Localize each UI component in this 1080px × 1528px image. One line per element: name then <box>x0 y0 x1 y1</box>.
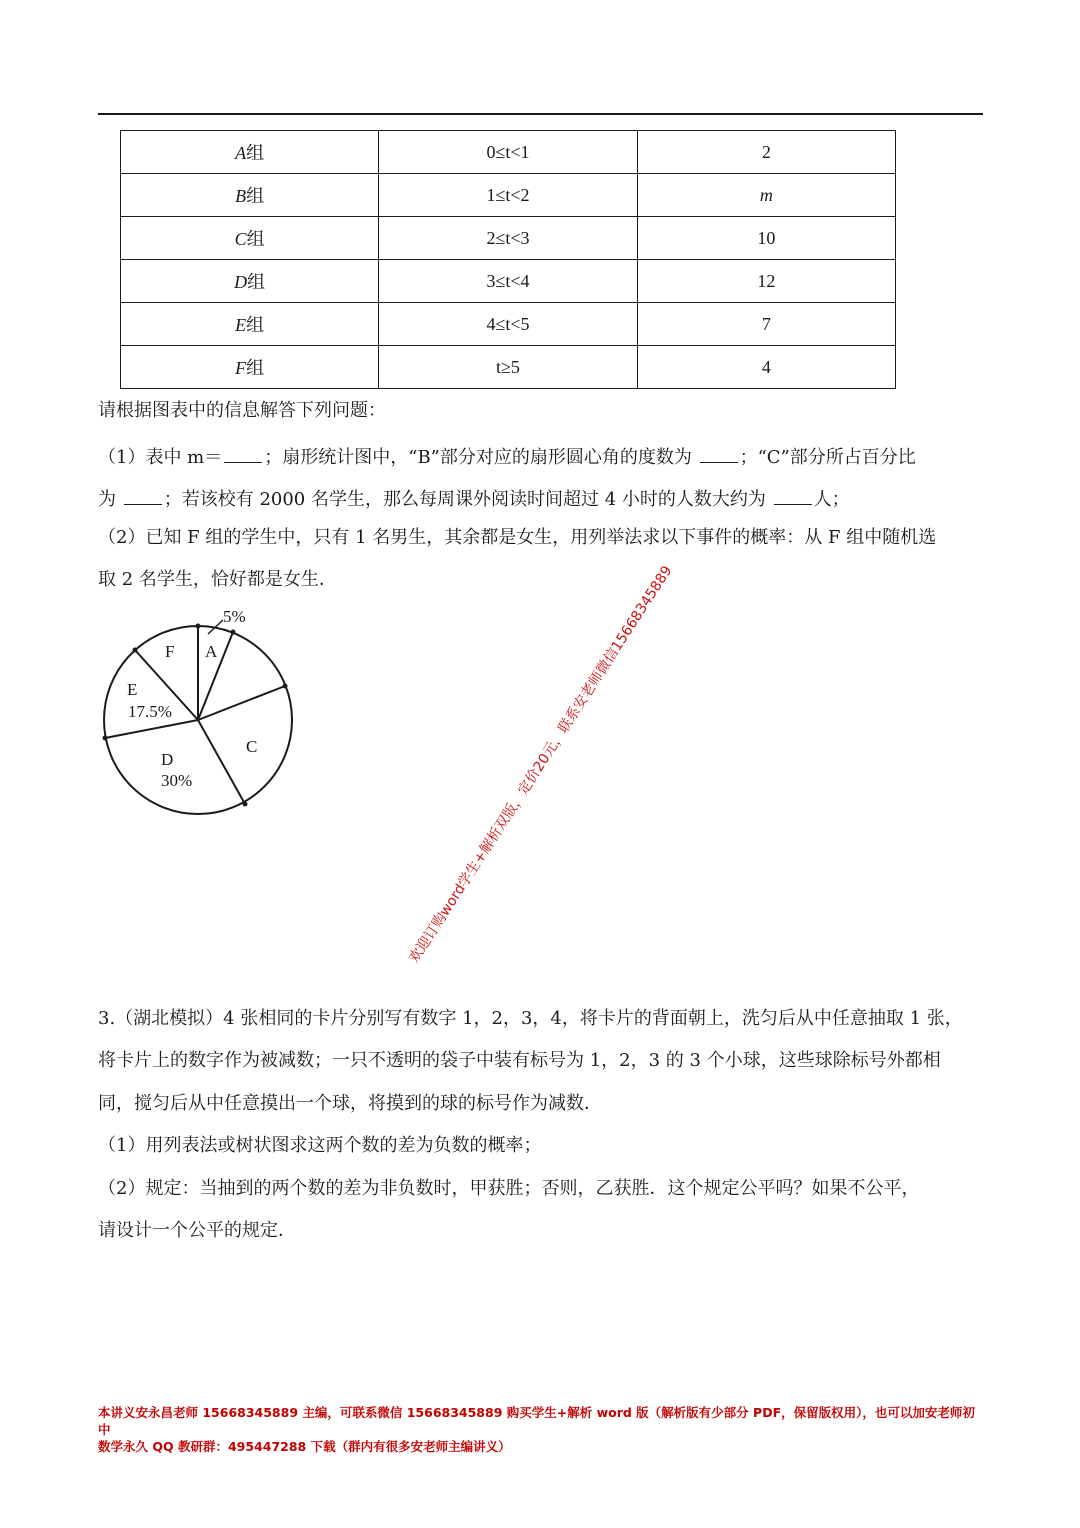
header-rule <box>98 113 983 115</box>
question3-line3: 同，搅匀后从中任意摸出一个球，将摸到的球的标号作为减数． <box>98 1093 602 1114</box>
slice-divider-b-c <box>198 686 285 720</box>
question3-part1: （1）用列表法或树状图求这两个数的差为负数的概率； <box>98 1135 542 1156</box>
slice-e-percent: 17.5% <box>128 702 172 721</box>
slice-f-label: F <box>165 642 175 661</box>
slice-divider-c-d <box>198 720 245 804</box>
question2-part2-line1: （2）已知 F 组的学生中，只有 1 名男生，其余都是女生，用列举法求以下事件的概率：从 F 组中随机选 <box>98 527 937 548</box>
slice-divider-d-e <box>105 720 198 738</box>
time-range-cell: t≥5 <box>379 346 637 389</box>
time-range-cell: 1≤t<2 <box>379 174 637 217</box>
watermark: 欢迎订购word学生+解析双版，定价20元，联系安老师微信15668345889 <box>406 563 676 966</box>
time-range-cell: 0≤t<1 <box>379 131 637 174</box>
table-row <box>121 303 896 346</box>
group-name-cell: C组 <box>121 217 379 260</box>
table-row <box>121 260 896 303</box>
vertex-dot <box>283 684 288 689</box>
question3-line1: 3.（湖北模拟）4 张相同的卡片分别写有数字 1，2，3，4，将卡片的背面朝上，洗匀后从中任意抽取 1 张， <box>98 1008 963 1029</box>
pie-chart <box>95 600 305 815</box>
question2-intro: 请根据图表中的信息解答下列问题： <box>98 400 386 421</box>
time-range-cell: 4≤t<5 <box>379 303 637 346</box>
slice-a-percent: 5% <box>223 607 246 626</box>
table-row <box>121 217 896 260</box>
answer-blank <box>124 486 162 505</box>
count-cell: 2 <box>637 131 895 174</box>
question2-part1-line2: 为 ；若该校有 2000 名学生，那么每周课外阅读时间超过 4 小时的人数大约为 人； <box>98 486 850 509</box>
question2-part1-line1: （1）表中 m＝ ；扇形统计图中，“B”部分对应的扇形圆心角的度数为 ；“C”部分所占百分比 <box>98 444 916 467</box>
count-cell: m <box>637 174 895 217</box>
answer-blank <box>700 444 738 463</box>
vertex-dot <box>103 736 108 741</box>
group-name-cell: B组 <box>121 174 379 217</box>
time-range-cell: 2≤t<3 <box>379 217 637 260</box>
vertex-dot <box>196 624 201 629</box>
vertex-dot <box>231 630 236 635</box>
table-row <box>121 131 896 174</box>
count-cell: 7 <box>637 303 895 346</box>
count-cell: 12 <box>637 260 895 303</box>
slice-c-label: C <box>246 737 258 756</box>
vertex-dot <box>243 802 248 807</box>
question3-line2: 将卡片上的数字作为被减数；一只不透明的袋子中装有标号为 1，2，3 的 3 个小球，这些球除标号外都相 <box>98 1050 941 1071</box>
footer-line-2: 数学永久 QQ 教研群：495447288 下载（群内有很多安老师主编讲义） <box>98 1439 511 1454</box>
count-cell: 4 <box>637 346 895 389</box>
slice-a-label: A <box>205 642 218 661</box>
count-cell: 10 <box>637 217 895 260</box>
table-row <box>121 174 896 217</box>
slice-d-percent: 30% <box>161 771 193 790</box>
question3-part2-line1: （2）规定：当抽到的两个数的差为非负数时，甲获胜；否则，乙获胜．这个规定公平吗？如果不公平， <box>98 1178 920 1199</box>
vertex-dot <box>133 648 138 653</box>
time-range-cell: 3≤t<4 <box>379 260 637 303</box>
answer-blank <box>224 444 262 463</box>
group-name-cell: D组 <box>121 260 379 303</box>
footer-notice <box>98 1404 983 1455</box>
group-name-cell: E组 <box>121 303 379 346</box>
slice-d-label: D <box>161 750 174 769</box>
slice-e-label: E <box>127 680 138 699</box>
table-row <box>121 346 896 389</box>
group-name-cell: A组 <box>121 131 379 174</box>
question2-part2-line2: 取 2 名学生，恰好都是女生． <box>98 569 337 590</box>
question3-part2-line2: 请设计一个公平的规定． <box>98 1220 296 1241</box>
reading-time-table <box>120 130 896 389</box>
group-name-cell: F组 <box>121 346 379 389</box>
footer-line-1: 本讲义安永昌老师 15668345889 主编，可联系微信 15668345889 购买学生+解析 word 版（解析版有少部分 PDF，保留版权用），也可以加安老师初中 <box>98 1405 975 1437</box>
answer-blank <box>774 486 812 505</box>
